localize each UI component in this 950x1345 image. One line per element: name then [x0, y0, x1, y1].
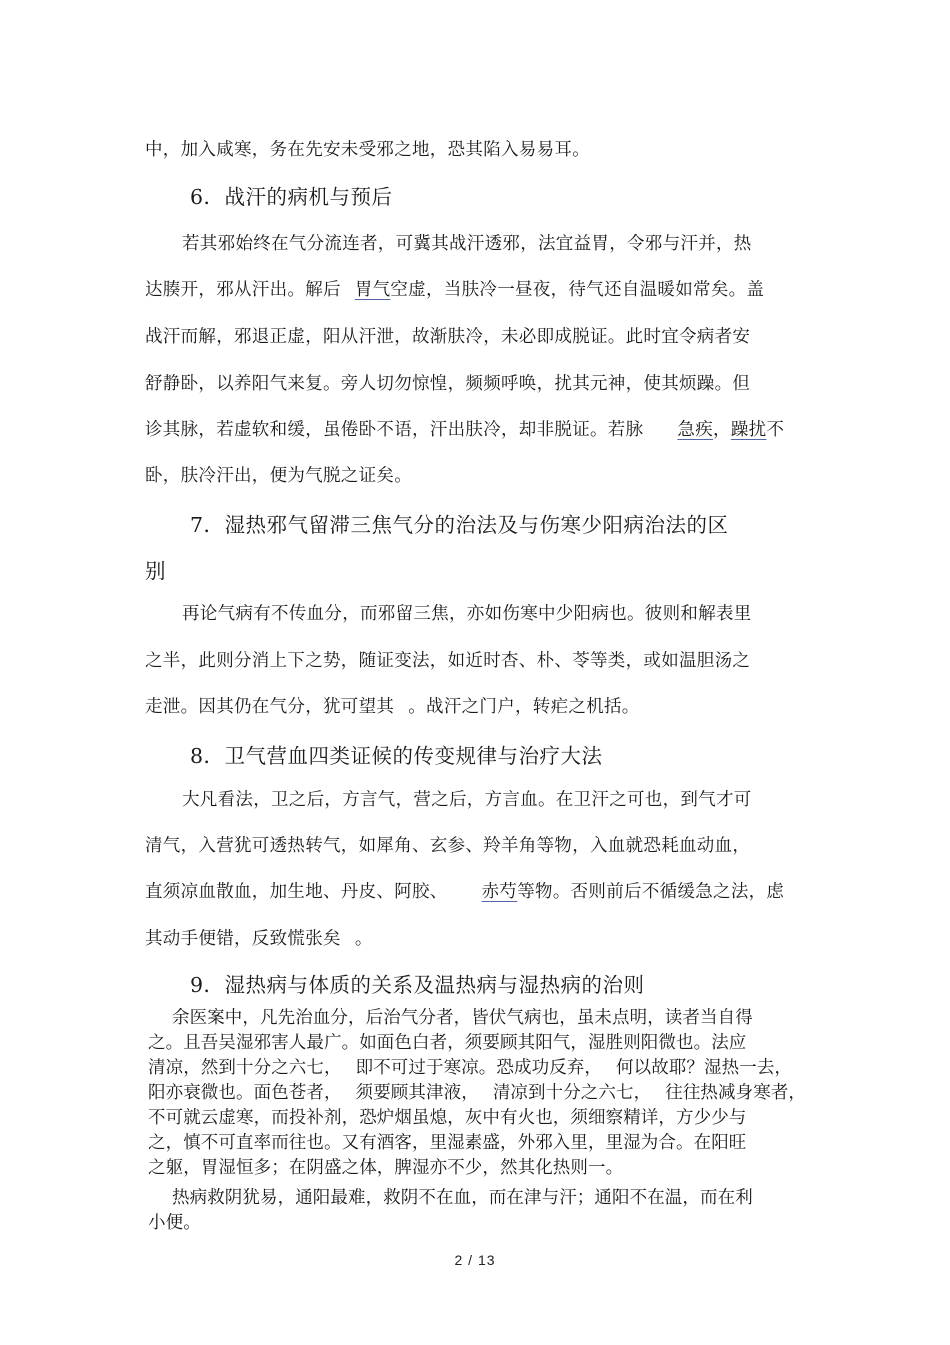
text-line: 之躯，胃湿恒多；在阴盛之体，脾湿亦不少，然其化热则一。 [148, 1158, 624, 1178]
text-line: 之。且吾吴湿邪害人最广。如面色白者，须要顾其阳气，湿胜则阳微也。法应 [148, 1033, 747, 1053]
text-line: 中，加入咸寒，务在先安未受邪之地，恐其陷入易易耳。 [145, 140, 590, 160]
text-line: 达腠开，邪从汗出。解后 胃气空虚，当肤冷一昼夜，待气还自温暖如常矣。盖 [145, 280, 765, 300]
text-line: 清凉，然到十分之六七， 即不可过于寒凉。恐成功反弃， 何以故耶？湿热一去， [148, 1058, 793, 1078]
text-line: 余医案中，凡先治血分，后治气分者，皆伏气病也，虽未点明，读者当自得 [172, 1008, 753, 1028]
text-line: 清气，入营犹可透热转气，如犀角、玄参、羚羊角等物，入血就恐耗血动血， [145, 836, 751, 856]
text-line: 小便。 [148, 1213, 201, 1233]
text-line: 舒静卧，以养阳气来复。旁人切勿惊惶，频频呼唤，扰其元神，使其烦躁。但 [145, 374, 751, 394]
underlined-term: 急疾 [677, 420, 714, 440]
text-line: 不可就云虚寒，而投补剂，恐炉烟虽熄，灰中有火也，须细察精详，方少少与 [148, 1108, 747, 1128]
underlined-term: 赤芍 [481, 882, 518, 902]
section-heading-8: 8．卫气营血四类证候的传变规律与治疗大法 [190, 744, 603, 768]
text-line: 热病救阴犹易，通阳最难，救阴不在血，而在津与汗；通阳不在温，而在利 [172, 1188, 753, 1208]
text-line: 阳亦衰微也。面色苍者， 须要顾其津液， 清凉到十分之六七， 往往热减身寒者， [148, 1083, 807, 1103]
section-heading-6: 6．战汗的病机与预后 [190, 185, 393, 209]
text-line: 若其邪始终在气分流连者，可冀其战汗透邪，法宜益胃，令邪与汗并，热 [182, 234, 752, 254]
text-line: 走泄。因其仍在气分，犹可望其 。战汗之门户，转疟之机括。 [145, 697, 640, 717]
text-line: 再论气病有不传血分，而邪留三焦，亦如伤寒中少阳病也。彼则和解表里 [182, 604, 752, 624]
underlined-term: 胃气 [354, 280, 391, 300]
text-line: 之，慎不可直率而往也。又有酒客，里湿素盛，外邪入里，里湿为合。在阳旺 [148, 1133, 747, 1153]
text-line: 大凡看法，卫之后，方言气，营之后，方言血。在卫汗之可也，到气才可 [182, 790, 752, 810]
text-line: 之半，此则分消上下之势，随证变法，如近时杏、朴、苓等类，或如温胆汤之 [145, 651, 751, 671]
underlined-term: 躁扰 [730, 420, 767, 440]
text-line: 其动手便错，反致慌张矣 。 [145, 929, 373, 949]
text-line: 战汗而解，邪退正虚，阳从汗泄，故渐肤冷，未必即成脱证。此时宜令病者安 [145, 327, 751, 347]
page-number: 2 / 13 [454, 1252, 496, 1268]
text-line: 直须凉血散血，加生地、丹皮、阿胶、 赤芍等物。否则前后不循缓急之法，虑 [145, 882, 785, 902]
section-heading-7: 7．湿热邪气留滞三焦气分的治法及与伤寒少阳病治法的区 [190, 513, 729, 537]
section-heading-9: 9．湿热病与体质的关系及温热病与湿热病的治则 [190, 973, 645, 997]
section-heading-7-continued: 别 [145, 559, 166, 583]
text-line: 诊其脉，若虚软和缓，虽倦卧不语，汗出肤冷，却非脱证。若脉 急疾，躁扰不 [145, 420, 785, 440]
text-line: 卧，肤冷汗出，便为气脱之证矣。 [145, 466, 412, 486]
